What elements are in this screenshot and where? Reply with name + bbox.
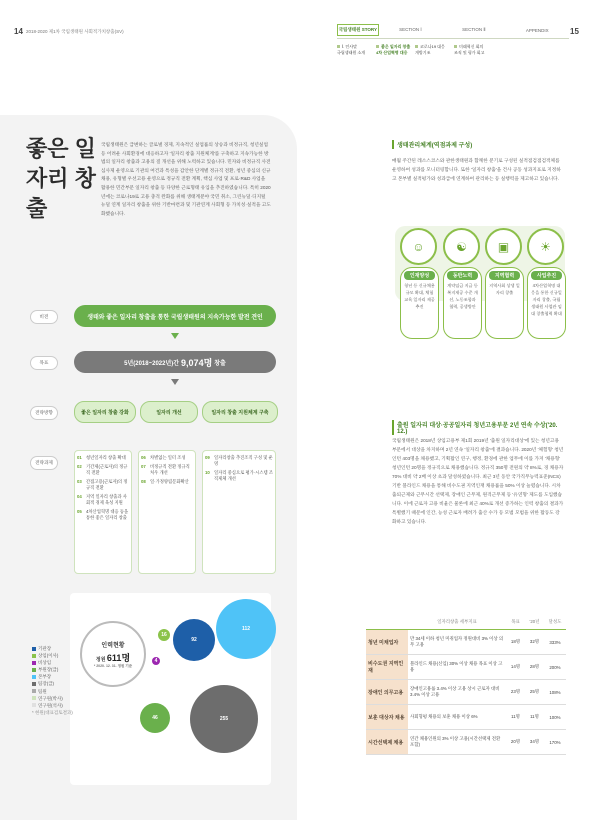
section-heading-1: 생태관리체계(역점과제 구성) — [392, 140, 567, 149]
goal-number: 9,074명 — [181, 357, 213, 368]
strategy-label: 전략방향 — [30, 406, 58, 420]
strategy-2: 일자리 개선 — [140, 401, 198, 423]
header-cell: 목표 — [506, 615, 525, 630]
header-cell: 일자리창출 세부지표 — [408, 615, 506, 630]
value-card-4 — [527, 228, 564, 339]
bullet-icon — [415, 45, 418, 48]
tab-story[interactable]: 국립생태원 STORY — [337, 24, 379, 36]
value-card-2 — [443, 228, 480, 339]
goal-banner — [74, 351, 276, 373]
section-2-text: 국립생태원은 2018년 상임고용부 제1회 2019년 '출원 일자리대상'에 있는 청년고용 부문에서 대상을 차지하며 2년 연속 '일자리 창출'에 결과습니다. 2020년 '체험형' 청년인턴 403명을 채용했고, 기획활인 연구, 행정, 환경에 관한 업무에 이를 가져 '채용형' 청년인턴 20명을 정규직으로 채용했습니다. 정규직 350명 전원의 약 8%로, 경 채용자 70% 대비 약 2배 이상 초과 달성하였습니다. 최근 3년 동안 국가직무능력표준(NCS) 기반 블라인드 채용을 통해 비수도권 지역인재 채용률을 50% 이상 늘렸습니다. 시차 출퇴근제와 근무시간 선택제, 장애인 근무제, 원격근무제 등 '유연형' 제도를 도입했습니다. 이에 근로자 고용 비율은 물론에 최근 40%로 개선 증가하는 인력 창출의 결과가 특별했기 때문에 인간, 능성 근로자 배려가 출산 수가 등 모범 모범을 위한 활동도 강화하고 있습니다. — [392, 438, 564, 524]
down-arrow-icon — [171, 379, 179, 385]
table-row: 청년 미채업자 만 34세 이하 청년 미취업자 정원대비 3% 이상 의무 고용 18명 32명 333% — [366, 630, 566, 655]
subnav-group-3[interactable] — [415, 44, 450, 56]
subnav-item: 미래혁신 회의 — [459, 44, 484, 49]
down-arrow-icon — [171, 333, 179, 339]
table-header-row — [366, 615, 566, 630]
legend-item: 상임(이사) — [32, 652, 73, 659]
legend-item: 팀원 — [32, 688, 73, 695]
task-item: 09 일자리창출 추진조직 구성 및 운영 — [205, 455, 273, 466]
value-tag: 인재양성 — [404, 271, 435, 280]
task-item: 05 4차산업혁명 대응 등을 통한 좋은 일자리 창출 — [77, 509, 129, 520]
handshake-icon: ☯ — [443, 228, 480, 265]
page-number-right: 15 — [570, 27, 579, 36]
vision-label: 비전 — [30, 310, 58, 324]
header-cell: '20년 — [525, 615, 544, 630]
subnav-item: 좋은 일자리 창출 — [381, 44, 411, 49]
table-row: 비수도권 지역인재 블라인드 채용(신입) 30% 이상 채용 목표 이상 고용 14명 28명 200% — [366, 655, 566, 680]
subnav-item: 4차 산업혁명 대응 — [376, 50, 408, 55]
value-desc: 청년 등 신규채용 규모 확대, 체험교육 일자리 제공 추진 — [404, 283, 435, 309]
legend-item: 기관장 — [32, 645, 73, 652]
task-item: 03 간접고용(근로자)의 정규직 전환 — [77, 479, 128, 490]
legend-item: 비상임 — [32, 659, 73, 666]
bullet-icon — [376, 45, 379, 48]
legend-item: 팀장(급) — [32, 680, 73, 687]
value-desc: 4차산업혁명 대응을 통한 신규일자리 창출, 국립생태원 사업관 임대 창출협력 확대 — [531, 283, 562, 316]
task-column-1 — [74, 450, 132, 574]
task-item: 02 기간제(근로자)의 정규직 전환 — [77, 464, 128, 475]
bubble-note: * 2020. 12. 31. 정원 기준 — [93, 663, 133, 668]
subnav-group-2[interactable] — [376, 44, 411, 56]
subnav-item: Ⅰ. 인사말 — [342, 44, 357, 49]
bubble-legend — [32, 645, 73, 716]
goal-suffix: 창출 — [214, 360, 226, 367]
value-desc: 지역사회 상생 일자리 창출 — [489, 283, 520, 295]
buildings-icon: ▣ — [485, 228, 522, 265]
staffing-bubble-chart — [70, 593, 271, 785]
goal-label: 목표 — [30, 356, 58, 370]
subnav-item: 개방기조 — [415, 50, 431, 55]
bullet-icon — [337, 45, 340, 48]
legend-item: 부원장(급) — [32, 666, 73, 673]
tab-section-2[interactable]: SECTION Ⅱ — [462, 27, 486, 32]
bubble-3: 4 — [152, 657, 160, 665]
bubble-1: 92 — [173, 619, 215, 661]
bubble-total — [80, 621, 146, 687]
task-item: 04 지역 일자리 창출과 사회적 경제 육성 지원 — [77, 494, 127, 505]
page-number-left: 14 — [14, 27, 23, 36]
bubble-total-label: 정원 611명 — [95, 652, 131, 663]
lightbulb-icon: ☀ — [527, 228, 564, 265]
value-tag: 사업추진 — [531, 271, 562, 280]
value-card-3 — [485, 228, 522, 339]
subnav-group-4[interactable] — [454, 44, 489, 56]
legend-item: 연구원(박사) — [32, 695, 73, 702]
task-column-3 — [202, 450, 276, 574]
value-tag: 지역협력 — [489, 271, 520, 280]
header-cell: 달성도 — [544, 615, 566, 630]
task-item: 07 비정규직 전환 정규직 처우 개선 — [141, 464, 190, 475]
subnav-item: 코로나19 대응 — [420, 44, 445, 49]
bubble-6: 255 — [190, 685, 258, 753]
table-row: 시간선택제 채용 연간 채용인원의 3% 이상 고용(시간선택제 전환포함) 20명 34명 170% — [366, 730, 566, 755]
bubble-title: 인력현황 — [101, 642, 125, 649]
task-item: 08 일·가정양립문화확산 — [141, 479, 189, 484]
section-tabs — [337, 24, 569, 36]
subnav-item: 국립생태원 소개 — [337, 50, 366, 55]
table-row: 장애인 의무고용 장애인고용률 3.4% 이상 고용 상시 근로자 대비 3.4% 이상 고용 23명 25명 108% — [366, 680, 566, 705]
value-desc: 계약임금 지급 등 복지제공 수준 개선, 노동조합과 협력, 공생방안 — [447, 283, 478, 309]
task-item: 10 일자리 중심으로 평가·시스템 조직제체 개선 — [205, 470, 273, 481]
header-divider — [337, 38, 569, 39]
performance-table — [366, 615, 566, 755]
subnav-group-1[interactable] — [337, 44, 372, 56]
section-1-text: 매월 주간된 레소스코스와 관한생태원과 함께한 분기로 구성된 실적점검점검적체를 운영하여 성과를 모니터링합니다. 또한 '일자리 창출'을 건사 공동 성과지표로 지정하고 본부별 실적평가와 성과급에 연계하여 관리하는 등 실행력을 제고하고 있습니다. — [392, 158, 561, 181]
legend-item: 본부장 — [32, 673, 73, 680]
legend-note: * 현원(대표검토결과) — [32, 709, 73, 715]
tab-section-1[interactable]: SECTION Ⅰ — [399, 27, 422, 32]
bubble-2: 16 — [158, 629, 170, 641]
strategy-3: 일자리 창출 지원체계 구축 — [202, 401, 278, 423]
task-item: 01 청년일자리 창출 확대 — [77, 455, 126, 460]
table-row: 보훈 대상자 채용 사회형평 채용의 보훈 채용 이상 6% 11명 11명 100% — [366, 705, 566, 730]
person-icon: ☺ — [400, 228, 437, 265]
running-title: 2018-2020 제1차 국립생태원 사회적가치창출(SV) — [26, 29, 124, 34]
intro-paragraph: 국립생태원은 급변하는 글로벌 경제, 지속적인 실업률의 상승과 비정규직, 청년실업 등 어려운 사회환경에 대응하고자 '일자리 창출 지원체계'를 구축하고 지속가능한 방법의 일자리 창출과 고용의 질 개선을 위해 노력하고 있습니다. 민자와 비정규직 사전 심사제 운영으로 기관의 여건과 특성을 감안한 단계별 정규직 전환, 청년 중심의 신규채용, 유형별 우선고용 운영으로 정규직 전환 계획, 핵심 사업 및 프로·R&D 사업을 활용한 민간부문 일자리 창출 등 다양한 근로형태 유입을 추진하였습니다. 특히 2020년에는 코로나19로 고용 충격 완화를 위해 생태계분야 국민 취소, 그린뉴딜·디지털 뉴딜 연계 일자리 창출을 위한 기반마련과 및 기관연계 사회형 등 가치성·실적을 고도화했습니다. — [101, 142, 271, 216]
tab-appendix[interactable]: APPENDIX — [525, 27, 549, 33]
task-item: 06 차별없는 일터 조성 — [141, 455, 186, 460]
value-tag: 동반노력 — [447, 271, 478, 280]
strategy-1: 좋은 일자리 창출 강화 — [74, 401, 136, 423]
subnav-item: 조직 및 평가 회고 — [454, 50, 485, 55]
section-heading-2: 출원 일자리 대상·공공일자리 청년고용부문 2년 연속 수상('20. 12.) — [392, 420, 569, 435]
page-title: 좋은 일자리 창출 — [26, 136, 96, 221]
task-label: 전략과제 — [30, 456, 58, 470]
vision-banner: 생태와 좋은 일자리 창출을 통한 국립생태원의 지속가능한 발전 견인 — [74, 305, 276, 327]
bubble-5: 112 — [216, 599, 276, 659]
goal-prefix: 5년(2018~2022년)간 — [124, 360, 180, 367]
value-card-1 — [400, 228, 437, 339]
sub-navigation — [337, 44, 563, 56]
bullet-icon — [454, 45, 457, 48]
task-column-2 — [138, 450, 196, 574]
bubble-4: 46 — [140, 703, 170, 733]
legend-item: 연구원(석사) — [32, 702, 73, 709]
